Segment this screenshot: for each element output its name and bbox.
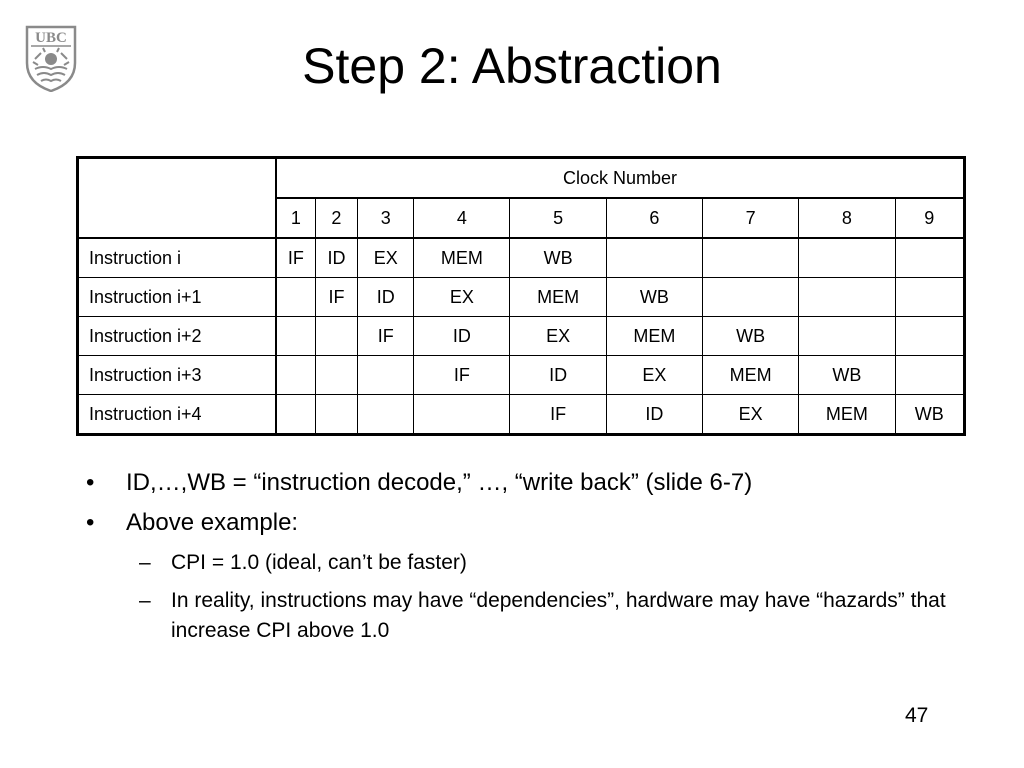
stage-cell	[276, 356, 315, 395]
stage-cell	[276, 317, 315, 356]
stage-cell: MEM	[414, 238, 510, 278]
bullet-marker: •	[86, 509, 95, 536]
stage-cell	[606, 238, 702, 278]
stage-cell: WB	[606, 278, 702, 317]
stage-cell	[315, 356, 358, 395]
page-number: 47	[905, 704, 929, 727]
stage-cell: ID	[315, 238, 358, 278]
bullet-marker: •	[86, 469, 95, 496]
sub-bullet-text: In reality, instructions may have “dependencies”, hardware may have “hazards” that increase CPI above 1.0	[171, 589, 946, 642]
stage-cell: IF	[358, 317, 414, 356]
sub-bullet-item	[86, 586, 946, 646]
stage-cell: IF	[414, 356, 510, 395]
clock-number-cell: 5	[510, 198, 606, 238]
clock-number-cell: 9	[895, 198, 964, 238]
stage-cell: ID	[606, 395, 702, 435]
stage-cell	[358, 395, 414, 435]
stage-cell: EX	[703, 395, 799, 435]
stage-cell	[703, 278, 799, 317]
clock-number-header: Clock Number	[276, 158, 965, 199]
stage-cell	[414, 395, 510, 435]
clock-number-cell: 4	[414, 198, 510, 238]
slide-title: Step 2: Abstraction	[302, 38, 722, 94]
stage-cell: MEM	[703, 356, 799, 395]
table-row	[78, 356, 965, 395]
stage-cell: ID	[358, 278, 414, 317]
stage-cell	[276, 278, 315, 317]
pipeline-table	[76, 156, 966, 436]
instruction-label: Instruction i+1	[78, 278, 277, 317]
stage-cell	[799, 317, 895, 356]
stage-cell	[799, 238, 895, 278]
clock-number-cell: 7	[703, 198, 799, 238]
clock-number-cell: 8	[799, 198, 895, 238]
sub-bullet-marker: –	[139, 551, 151, 574]
stage-cell: EX	[414, 278, 510, 317]
sub-bullet-text: CPI = 1.0 (ideal, can’t be faster)	[171, 551, 467, 574]
instruction-label: Instruction i+2	[78, 317, 277, 356]
stage-cell	[703, 238, 799, 278]
sub-bullet-item	[86, 548, 946, 578]
clock-number-cell: 1	[276, 198, 315, 238]
stage-cell	[276, 395, 315, 435]
stage-cell: EX	[510, 317, 606, 356]
clock-number-cell: 2	[315, 198, 358, 238]
stage-cell	[895, 278, 964, 317]
sub-bullet-marker: –	[139, 589, 151, 612]
stage-cell: MEM	[799, 395, 895, 435]
stage-cell	[799, 278, 895, 317]
table-row	[78, 238, 965, 278]
stage-cell: IF	[315, 278, 358, 317]
bullet-text: ID,…,WB = “instruction decode,” …, “write back” (slide 6-7)	[126, 469, 753, 496]
stage-cell: WB	[799, 356, 895, 395]
stage-cell	[895, 356, 964, 395]
stage-cell: ID	[414, 317, 510, 356]
bullet-item	[86, 508, 946, 538]
bullet-list	[86, 468, 946, 654]
instruction-label: Instruction i	[78, 238, 277, 278]
stage-cell	[895, 238, 964, 278]
stage-cell	[315, 317, 358, 356]
stage-cell: MEM	[606, 317, 702, 356]
stage-cell: MEM	[510, 278, 606, 317]
instruction-label: Instruction i+3	[78, 356, 277, 395]
clock-number-cell: 3	[358, 198, 414, 238]
stage-cell: WB	[510, 238, 606, 278]
logo-text: UBC	[35, 30, 67, 46]
stage-cell: IF	[276, 238, 315, 278]
stage-cell: IF	[510, 395, 606, 435]
instruction-label: Instruction i+4	[78, 395, 277, 435]
table-row	[78, 278, 965, 317]
stage-cell	[315, 395, 358, 435]
clock-number-cell: 6	[606, 198, 702, 238]
stage-cell: ID	[510, 356, 606, 395]
bullet-text: Above example:	[126, 509, 299, 536]
stage-cell: EX	[358, 238, 414, 278]
stage-cell: EX	[606, 356, 702, 395]
table-row	[78, 317, 965, 356]
clock-header-row	[78, 158, 965, 199]
stage-cell: WB	[895, 395, 964, 435]
bullet-item	[86, 468, 946, 498]
stage-cell	[358, 356, 414, 395]
table-corner-cell	[78, 158, 277, 239]
stage-cell: WB	[703, 317, 799, 356]
table-row	[78, 395, 965, 435]
stage-cell	[895, 317, 964, 356]
